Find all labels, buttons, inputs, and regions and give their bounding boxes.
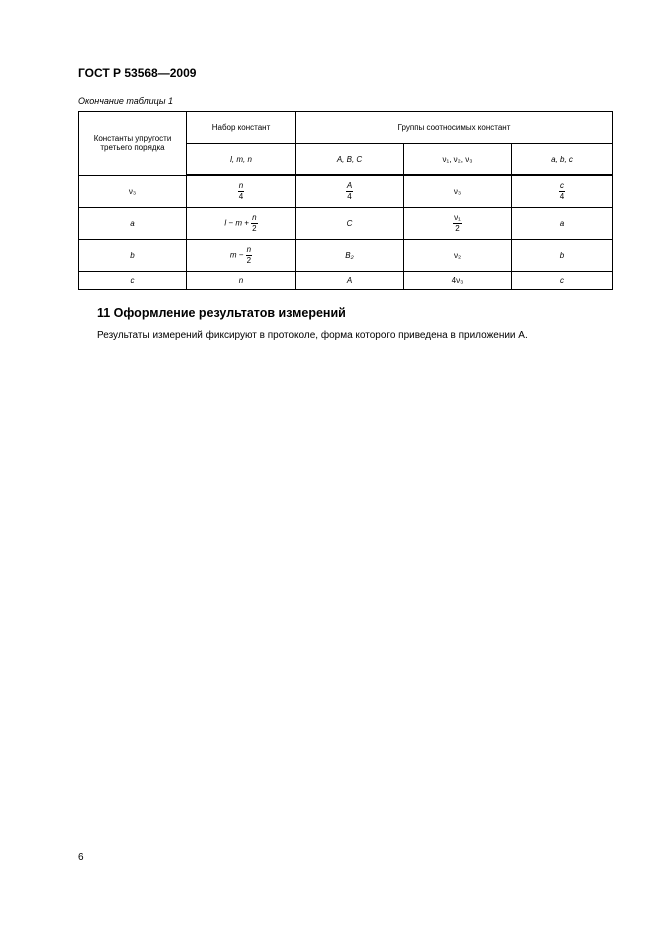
table-cell [296,175,404,208]
constants-table [78,111,613,290]
table-cell: c [512,272,613,290]
denominator: 2 [252,224,257,233]
table-row [79,272,613,290]
table-row [79,175,613,208]
denominator: 4 [559,192,565,201]
table-cell: n [187,272,296,290]
table-cell [187,240,296,272]
table-cell: 4ν₃ [404,272,512,290]
table-cell [404,208,512,240]
subheader-cell: A, B, C [296,144,404,176]
table-cell: ν₂ [404,240,512,272]
page-number: 6 [78,852,84,863]
numerator: c [560,181,564,190]
table-cell [512,175,613,208]
table-cell: B₂ [296,240,404,272]
subheader-cell: ν₁, ν₂, ν₃ [404,144,512,176]
table-cell [187,175,296,208]
denominator: 4 [238,192,244,201]
table-cell: b [512,240,613,272]
denominator: 4 [347,192,352,201]
expression: m − [229,250,244,260]
table-row [79,240,613,272]
subheader-cell: a, b, c [512,144,613,176]
table-cell: C [296,208,404,240]
paragraph: Результаты измерений фиксируют в протоколе, форма которого приведена в приложении А. [97,330,528,341]
header-cell: Группы соотносимых констант [296,112,613,144]
expression: l − m + [224,218,249,228]
numerator: ν₁ [454,213,461,222]
numerator: n [238,181,244,190]
table-cell: c [79,272,187,290]
table-cell: b [79,240,187,272]
table-caption: Окончание таблицы 1 [78,96,173,106]
table-cell: a [512,208,613,240]
document-header: ГОСТ Р 53568—2009 [78,66,197,80]
table-cell: a [79,208,187,240]
numerator: A [346,181,353,190]
header-cell: Набор констант [187,112,296,144]
table-cell: A [296,272,404,290]
numerator: n [252,213,257,222]
header-cell: Константы упругости третьего порядка [79,112,187,176]
table-cell: ν₃ [404,175,512,208]
subheader-cell: l, m, n [187,144,296,176]
numerator: n [246,245,252,254]
denominator: 2 [455,224,460,233]
table-cell: ν₃ [79,175,187,208]
denominator: 2 [246,256,252,265]
section-title: 11 Оформление результатов измерений [97,306,346,320]
table-row [79,208,613,240]
table-cell [187,208,296,240]
